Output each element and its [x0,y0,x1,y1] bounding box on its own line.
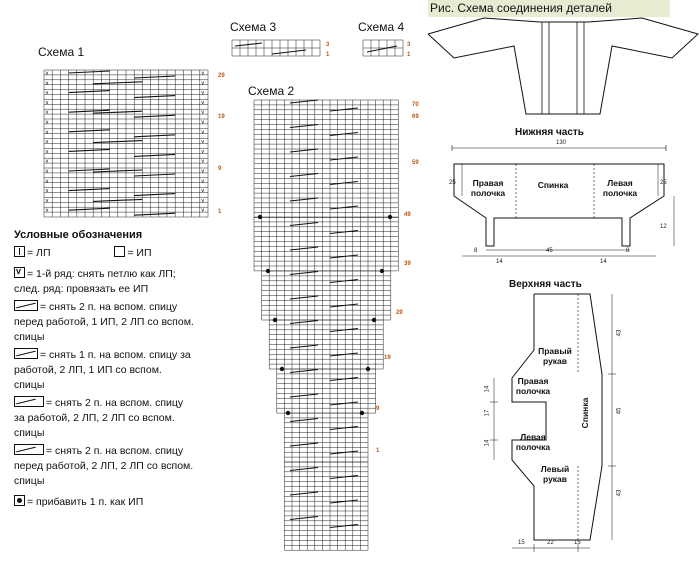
cable-cross-mark [330,451,358,454]
scheme4-row-label: 3 [407,42,411,48]
legend-cable2-text-2: работой, 2 ЛП, 1 ИП со вспом. [14,364,162,376]
scheme2-grid-band [269,320,383,369]
scheme1-row-label: 1 [218,209,222,215]
lower-dim-14-right: 14 [600,259,607,265]
cable-cross-mark [330,231,358,234]
increase-stitch-mark [380,269,384,273]
increase-stitch-mark [360,411,364,415]
legend-knit-text: = ЛП [27,247,51,259]
increase-stitch-mark [266,269,270,273]
slip-stitch-mark: v [201,148,205,155]
cable-cross-mark [69,130,110,132]
lower-label-back: Спинка [537,180,569,190]
knit-stitch-icon [14,246,25,257]
scheme1-chart [44,70,212,218]
purl-stitch-icon [114,246,125,257]
increase-stitch-mark [388,215,392,219]
scheme2-row-label: 29 [396,310,403,316]
scheme1-row-label: 29 [218,73,225,79]
slip-stitch-mark: v [201,70,205,77]
slip-stitch-mark: v [45,158,49,165]
upper-dim-14-bottom: 14 [484,439,491,447]
lower-dim-14-left: 14 [496,259,503,265]
cable-cross-mark [330,476,358,479]
upper-label-right-front [508,376,558,396]
legend-row-increase [14,495,249,510]
assembly-title: Рис. Схема соединения деталей [428,0,670,17]
cable-cross-mark [134,174,175,176]
cable-cross-mark [330,206,358,209]
upper-label-left-sleeve [530,464,580,484]
increase-stitch-icon [14,495,25,506]
scheme3-row-label: 3 [326,42,330,48]
legend-row-cable1 [14,300,249,345]
lower-dim-right-height: 12 [660,224,667,230]
increase-stitch-mark [258,215,262,219]
upper-label-right-sleeve-1: Правый [538,346,572,356]
slip-stitch-mark: v [201,178,205,185]
legend-cable3-text: = снять 2 п. на вспом. спицу [46,397,184,409]
legend-cable1-text: = снять 2 п. на вспом. спицу [40,301,178,313]
cable-cross-mark [290,443,318,446]
cable-cross-mark [272,50,306,54]
lower-label-right-front-2: полочка [470,188,506,198]
upper-label-right-front-1: Правая [517,376,549,386]
legend-cable3-text-3: спицы [14,427,45,439]
cable-cross-mark [290,125,318,128]
legend-title: Условные обозначения [14,229,143,241]
slip-stitch-mark: v [45,197,49,204]
lower-dim-bottom-mid: 45 [546,248,553,254]
legend-cable4-text-2: перед работой, 2 ЛП, 2 ЛП со вспом. [14,460,194,472]
upper-dim-17: 17 [484,409,491,417]
cable-cross-mark [290,174,318,177]
cable-cross-mark [290,198,318,201]
slip-stitch-mark: v [201,129,205,136]
scheme2-row-label: 59 [412,160,419,166]
cable-cross-mark [290,492,318,495]
cable-cross-mark [290,321,318,324]
cable-cross-mark [330,255,358,258]
increase-stitch-mark [372,318,376,322]
legend-slip-text-2: след. ряд: провязать ее ИП [14,283,149,295]
slip-stitch-mark: v [201,188,205,195]
scheme2-row-label: 39 [404,261,411,267]
legend-row-knit-purl [14,246,249,261]
lower-part-title: Нижняя часть [515,127,584,138]
upper-label-left-front-1: Левая [520,432,546,442]
lower-part-diagram [452,140,692,265]
scheme2-row-label: 49 [404,212,411,218]
legend-slip-text: = 1-й ряд: снять петлю как ЛП; [27,268,176,280]
lower-dim-side-left: 25 [449,180,456,186]
legend-cable3-text-2: за работой, 2 ЛП, 2 ЛП со вспом. [14,412,175,424]
scheme1-title: Схема 1 [38,45,85,59]
cable-cross-mark [69,208,110,210]
slip-stitch-mark: v [201,109,205,116]
legend-cable4-text-3: спицы [14,475,45,487]
slip-stitch-mark: v [201,197,205,204]
cable-cross-mark [290,370,318,373]
legend-cable2-text-3: спицы [14,379,45,391]
legend-row-cable3 [14,396,249,441]
cable-cross-mark [69,110,110,112]
cable-cross-mark [330,525,358,528]
upper-dim-bottom-15-left: 15 [518,540,525,546]
upper-dim-45: 45 [616,407,623,415]
legend-purl-text: = ИП [127,247,152,259]
cable-cross-mark [134,154,175,156]
scheme2-row-label: 9 [376,406,380,412]
slip-stitch-mark: v [45,178,49,185]
cable-cross-mark [134,135,175,137]
lower-label-right-front-1: Правая [472,178,504,188]
scheme2-title: Схема 2 [248,84,295,98]
upper-dim-bottom-22: 22 [547,540,554,546]
slip-stitch-mark: v [45,109,49,116]
upper-dim-43-top: 43 [616,329,623,337]
cable-2-1-front-icon [14,300,38,311]
cable-cross-mark [69,169,110,171]
scheme2-row-label: 19 [384,355,391,361]
upper-label-right-front-2: полочка [515,386,551,396]
cable-2-2-front-icon [14,444,44,455]
cable-cross-mark [69,149,110,151]
scheme4-row-label: 1 [407,52,411,58]
legend-cable4-text: = снять 2 п. на вспом. спицу [46,445,184,457]
legend [14,229,249,510]
upper-part-title: Верхняя часть [509,279,582,290]
slip-stitch-mark: v [201,207,205,214]
lower-dim-top: 130 [556,140,567,146]
upper-label-left-front [508,432,558,452]
slip-stitch-mark: v [45,139,49,146]
scheme2-row-label: 70 [412,102,419,108]
slip-stitch-mark: v [45,99,49,106]
scheme1-row-label: 19 [218,114,225,120]
cable-1-2-back-icon [14,348,38,359]
scheme2-row-label: 1 [376,448,380,454]
cable-cross-mark [330,133,358,136]
cable-2-2-back-icon [14,396,44,407]
cable-cross-mark [290,296,318,299]
legend-cable1-text-2: перед работой, 1 ИП, 2 ЛП со вспом. [14,316,194,328]
legend-row-slip [14,267,249,297]
scheme4-grid [363,40,403,56]
scheme2-grid-band [277,369,376,413]
lower-dim-bottom-right: 8 [626,248,630,254]
slip-stitch-mark: v [201,90,205,97]
cable-cross-mark [330,500,358,503]
scheme3-title: Схема 3 [230,20,277,34]
cable-cross-mark [367,46,397,52]
increase-stitch-mark [366,367,370,371]
scheme2-grid-band [254,217,398,271]
lower-label-left-front-2: полочка [602,188,638,198]
legend-row-cable2 [14,348,249,393]
lower-dim-side-right: 25 [660,180,667,186]
slip-stitch-mark: v [201,158,205,165]
slip-stitch-mark: v [201,168,205,175]
slip-stitch-mark: v [45,119,49,126]
legend-row-cable4 [14,444,249,489]
scheme3-chart [232,40,322,58]
lower-label-left-front-1: Левая [607,178,633,188]
cable-cross-mark [290,517,318,520]
cable-cross-mark [290,247,318,250]
slip-stitch-mark: v [201,80,205,87]
increase-stitch-mark [273,318,277,322]
upper-label-left-front-2: полочка [515,442,551,452]
cable-cross-mark [134,76,175,78]
cable-cross-mark [290,468,318,471]
cable-cross-mark [290,345,318,348]
jacket-silhouette [428,18,699,118]
scheme1-row-label: 9 [218,166,222,172]
upper-label-right-sleeve-2: рукав [542,356,567,366]
upper-label-back: Спинка [580,397,590,429]
cable-cross-mark [134,194,175,196]
cable-cross-mark [134,115,175,117]
scheme2-chart [254,100,404,552]
cable-cross-mark [290,223,318,226]
scheme4-title: Схема 4 [358,20,405,34]
scheme2-grid-band [262,271,391,320]
scheme4-chart [363,40,403,58]
upper-label-left-sleeve-1: Левый [540,464,570,474]
slip-stitch-icon [14,267,25,278]
slip-stitch-mark: v [45,80,49,87]
cable-cross-mark [330,157,358,160]
scheme2-grid-band [254,100,398,218]
cable-cross-mark [330,182,358,185]
cable-cross-mark [290,100,318,103]
cable-cross-mark [134,96,175,98]
lower-label-left-front [594,178,646,198]
slip-stitch-mark: v [45,90,49,97]
slip-stitch-mark: v [45,188,49,195]
slip-stitch-mark: v [45,168,49,175]
slip-stitch-mark: v [201,99,205,106]
legend-cable2-text: = снять 1 п. на вспом. спицу за [40,349,191,361]
scheme2-row-label: 69 [412,114,419,120]
cable-cross-mark [69,189,110,191]
slip-stitch-mark: v [45,148,49,155]
lower-dim-bottom-left: 8 [474,248,478,254]
cable-cross-mark [290,394,318,397]
cable-cross-mark [330,427,358,430]
slip-stitch-mark: v [45,207,49,214]
legend-cable1-text-3: спицы [14,331,45,343]
scheme3-row-label: 1 [326,52,330,58]
cable-cross-mark [290,149,318,152]
slip-stitch-mark: v [45,129,49,136]
increase-stitch-mark [280,367,284,371]
upper-dim-bottom-15-right: 15 [574,540,581,546]
legend-increase-text: = прибавить 1 п. как ИП [27,496,144,508]
cable-cross-mark [235,43,262,46]
increase-stitch-mark [286,411,290,415]
upper-label-right-sleeve [530,346,580,366]
slip-stitch-mark: v [45,70,49,77]
slip-stitch-mark: v [201,139,205,146]
lower-label-right-front [462,178,514,198]
cable-cross-mark [290,272,318,275]
upper-dim-43-bottom: 43 [616,489,623,497]
cable-cross-mark [69,91,110,93]
slip-stitch-mark: v [201,119,205,126]
cable-cross-mark [69,71,110,73]
cable-cross-mark [290,419,318,422]
cable-cross-mark [134,213,175,215]
upper-dim-14-top: 14 [484,385,491,393]
upper-label-left-sleeve-2: рукав [542,474,567,484]
cable-cross-mark [330,108,358,111]
